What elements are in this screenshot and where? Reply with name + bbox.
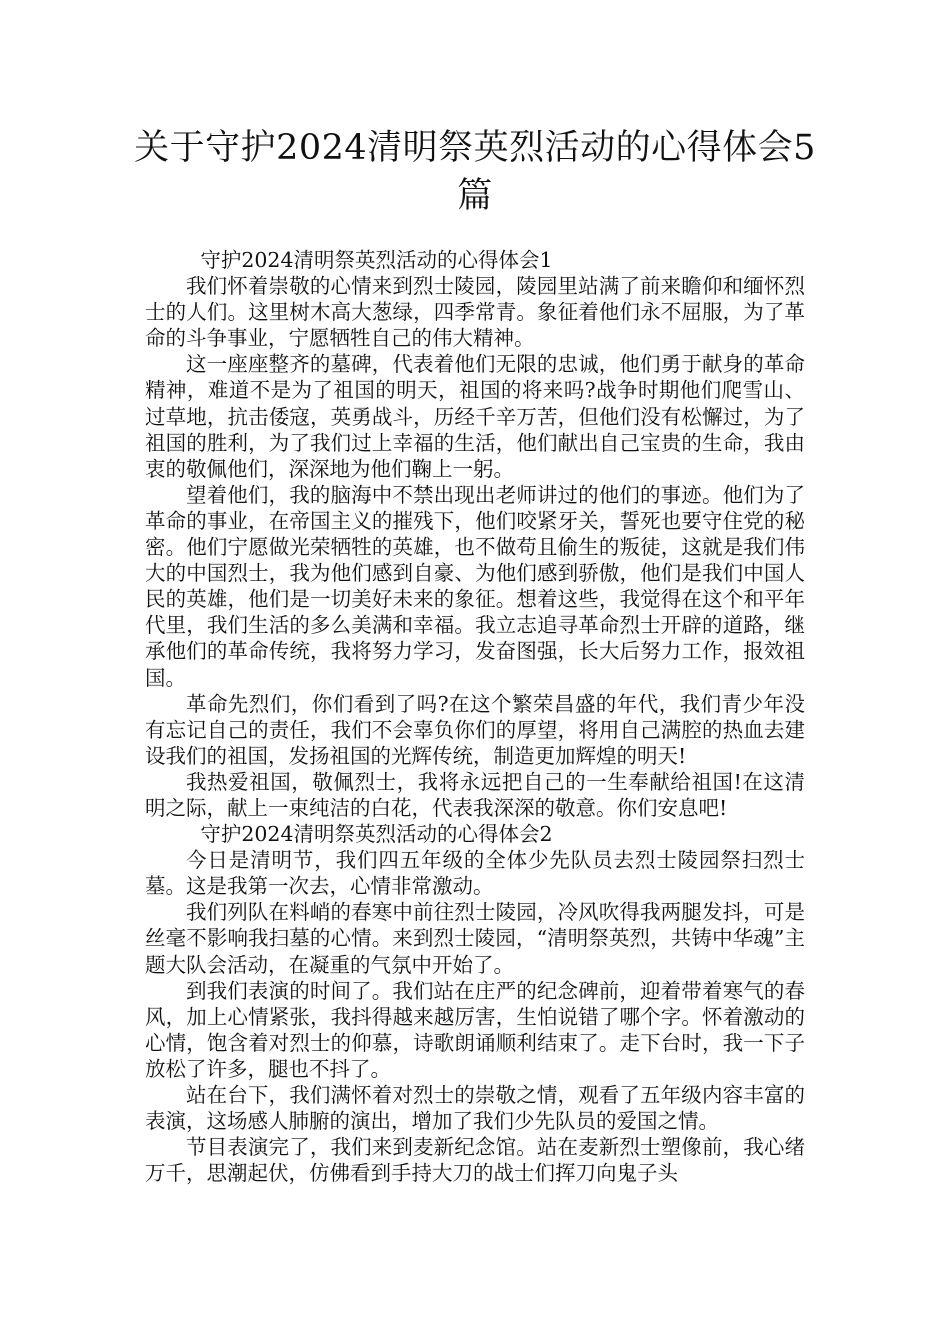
document-body: [145, 247, 805, 1186]
body-paragraph: 望着他们，我的脑海中不禁出现出老师讲过的他们的事迹。他们为了革命的事业，在帝国主义的摧残下，他们咬紧牙关，誓死也要守住党的秘密。他们宁愿做光荣牺牲的英雄，也不做苟且偷生的叛徒，这就是我们伟大的中国烈士，我为他们感到自豪、为他们感到骄傲，他们是我们中国人民的英雄，他们是一切美好未来的象征。想着这些，我觉得在这个和平年代里，我们生活的多么美满和幸福。我立志追寻革命烈士开辟的道路，继承他们的革命传统，我将努力学习，发奋图强，长大后努力工作，报效祖国。: [145, 482, 805, 690]
document-title: 关于守护2024清明祭英烈活动的心得体会5篇: [134, 128, 816, 216]
body-paragraph: 到我们表演的时间了。我们站在庄严的纪念碑前，迎着带着寒气的春风，加上心情紧张，我抖得越来越厉害，生怕说错了哪个字。怀着激动的心情，饱含着对烈士的仰慕，诗歌朗诵顺利结束了。走下台时，我一下子放松了许多，腿也不抖了。: [145, 978, 805, 1081]
body-paragraph: 站在台下，我们满怀着对烈士的崇敬之情，观看了五年级内容丰富的表演，这场感人肺腑的演出，增加了我们少先队员的爱国之情。: [145, 1083, 805, 1134]
body-paragraph: 我热爱祖国，敬佩烈士，我将永远把自己的一生奉献给祖国!在这清明之际，献上一束纯洁的白花，代表我深深的敬意。你们安息吧!: [145, 769, 805, 820]
body-paragraph: 这一座座整齐的墓碑，代表着他们无限的忠诚，他们勇于献身的革命精神，难道不是为了祖国的明天，祖国的将来吗?战争时期他们爬雪山、过草地，抗击倭寇，英勇战斗，历经千辛万苦，但他们没有松懈过，为了祖国的胜利，为了我们过上幸福的生活，他们献出自己宝贵的生命，我由衷的敬佩他们，深深地为他们鞠上一躬。: [145, 352, 805, 481]
body-paragraph: 我们列队在料峭的春寒中前往烈士陵园，冷风吹得我两腿发抖，可是丝毫不影响我扫墓的心情。来到烈士陵园，“清明祭英烈，共铸中华魂”主题大队会活动，在凝重的气氛中开始了。: [145, 900, 805, 977]
section-heading: 守护2024清明祭英烈活动的心得体会1: [200, 248, 553, 272]
body-paragraph: 今日是清明节，我们四五年级的全体少先队员去烈士陵园祭扫烈士墓。这是我第一次去，心情非常激动。: [145, 848, 805, 899]
body-paragraph: 节目表演完了，我们来到麦新纪念馆。站在麦新烈士塑像前，我心绪万千，思潮起伏，仿佛看到手持大刀的战士们挥刀向鬼子头: [145, 1135, 805, 1186]
section-heading: 守护2024清明祭英烈活动的心得体会2: [200, 822, 553, 847]
body-paragraph: 革命先烈们，你们看到了吗?在这个繁荣昌盛的年代，我们青少年没有忘记自己的责任，我们不会辜负你们的厚望，将用自己满腔的热血去建设我们的祖国，发扬祖国的光辉传统，制造更加辉煌的明天!: [145, 691, 805, 768]
body-paragraph: 我们怀着崇敬的心情来到烈士陵园，陵园里站满了前来瞻仰和缅怀烈士的人们。这里树木高大葱绿，四季常青。象征着他们永不屈服，为了革命的斗争事业，宁愿牺牲自己的伟大精神。: [145, 274, 805, 351]
